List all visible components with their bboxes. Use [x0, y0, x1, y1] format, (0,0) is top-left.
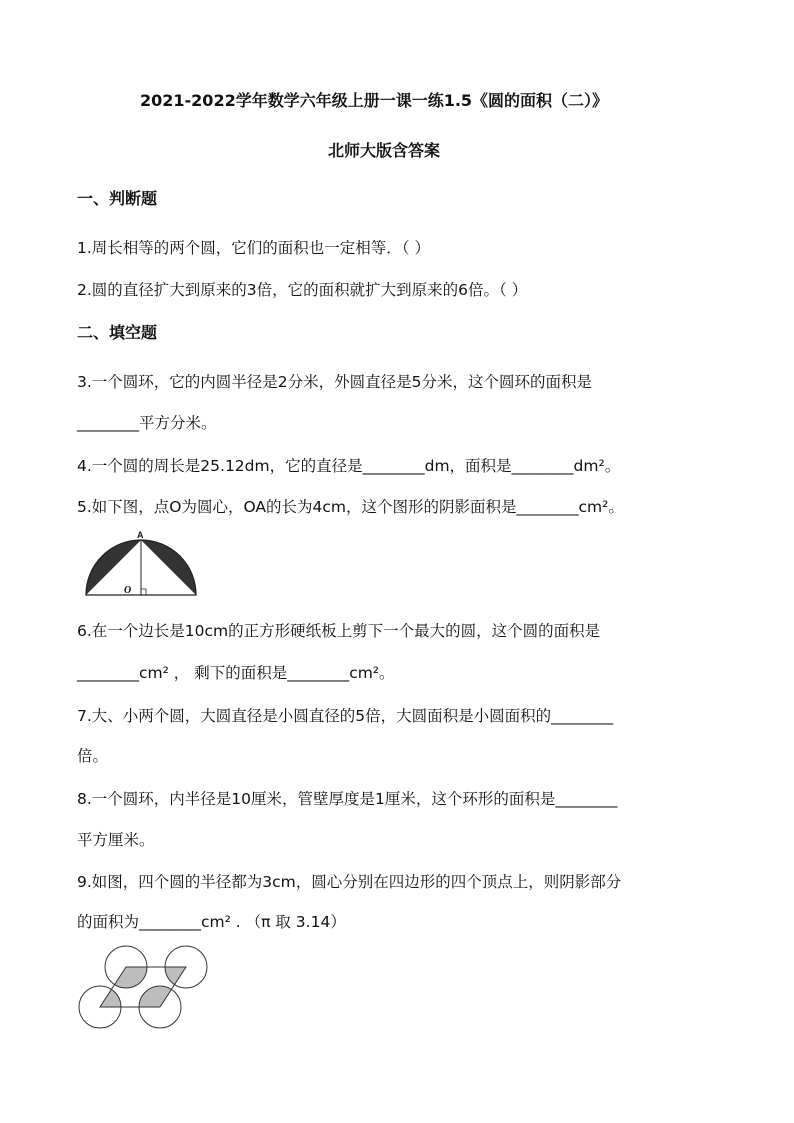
- question-1: 1.周长相等的两个圆，它们的面积也一定相等．（ ）: [77, 239, 430, 257]
- label-o: O: [124, 585, 132, 596]
- question-7-line-1: 7.大、小两个圆，大圆直径是小圆直径的5倍，大圆面积是小圆面积的________: [77, 707, 614, 725]
- question-7-line-2: 倍。: [77, 747, 109, 765]
- four-circles-figure: [80, 945, 215, 1035]
- question-3-line-1: 3.一个圆环，它的内圆半径是2分米，外圆直径是5分米，这个圆环的面积是: [77, 373, 593, 391]
- left-shaded-segment: [86, 540, 141, 595]
- question-4: 4.一个圆的周长是25.12dm，它的直径是________dm，面积是________dm²。: [77, 457, 621, 475]
- section-judge-heading: 一、判断题: [77, 189, 158, 208]
- question-2: 2.圆的直径扩大到原来的3倍，它的面积就扩大到原来的6倍。（ ）: [77, 281, 528, 299]
- question-5: 5.如下图，点O为圆心，OA的长为4cm，这个图形的阴影面积是________cm²。: [77, 498, 624, 516]
- right-angle-mark: [141, 589, 146, 595]
- question-8-line-1: 8.一个圆环，内半径是10厘米，管壁厚度是1厘米，这个环形的面积是________: [77, 790, 618, 808]
- question-9-line-2: 的面积为________cm² . （π 取 3.14）: [77, 913, 346, 931]
- question-8-line-2: 平方厘米。: [77, 831, 155, 849]
- question-9-line-1: 9.如图，四个圆的半径都为3cm，圆心分别在四边形的四个顶点上，则阴影部分: [77, 873, 622, 891]
- semicircle-figure: [84, 530, 198, 600]
- right-shaded-segment: [141, 540, 196, 595]
- question-6-line-1: 6.在一个边长是10cm的正方形硬纸板上剪下一个最大的圆，这个圆的面积是: [77, 622, 601, 640]
- label-a: A: [137, 530, 144, 540]
- doc-subtitle: 北师大版含答案: [328, 141, 441, 160]
- section-fill-heading: 二、填空题: [77, 323, 158, 342]
- doc-title: 2021-2022学年数学六年级上册一课一练1.5《圆的面积（二）》: [140, 91, 609, 110]
- question-6-line-2: ________cm² ， 剩下的面积是________cm²。: [77, 664, 395, 682]
- question-3-line-2: ________平方分米。: [77, 414, 217, 432]
